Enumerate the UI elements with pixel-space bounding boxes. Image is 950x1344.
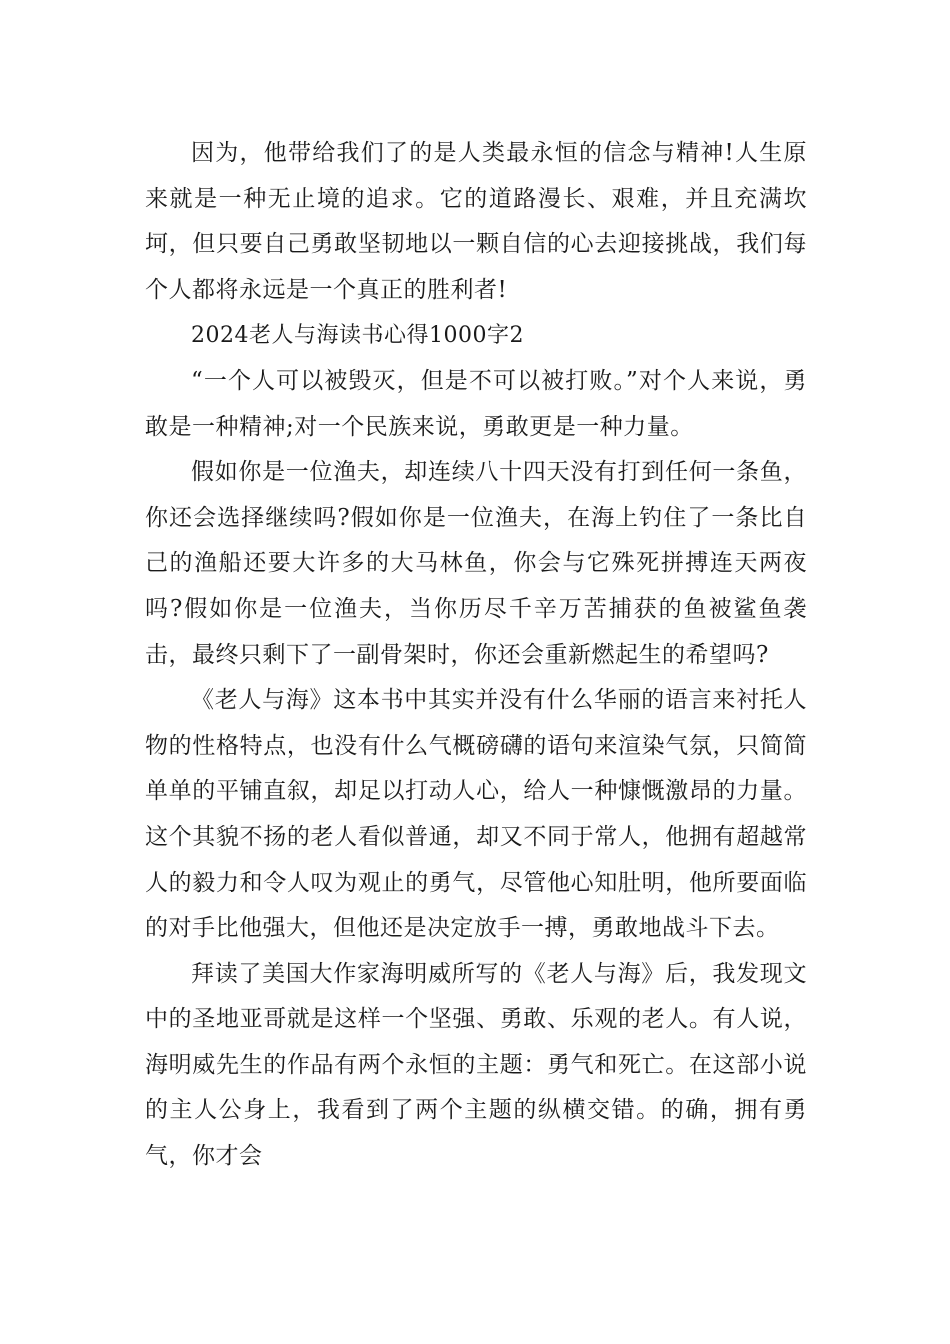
paragraph-fisherman: 假如你是一位渔夫，却连续八十四天没有打到任何一条鱼，你还会选择继续吗?假如你是一位渔夫，在海上钓住了一条比自己的渔船还要大许多的大马林鱼，你会与它殊死拼搏连天两夜吗?假如你是一位渔夫，当你历尽千辛万苦捕获的鱼被鲨鱼袭击，最终只剩下了一副骨架时，你还会重新燃起生的希望吗? xyxy=(145,459,807,668)
paragraph-quote: “一个人可以被毁灭，但是不可以被打败。”对个人来说，勇敢是一种精神;对一个民族来说，勇敢更是一种力量。 xyxy=(145,367,807,440)
section-heading: 2024老人与海读书心得1000字2 xyxy=(191,323,524,349)
paragraph-book-review: 《老人与海》这本书中其实并没有什么华丽的语言来衬托人物的性格特点，也没有什么气概磅礴的语句来渲染气氛，只简简单单的平铺直叙，却足以打动人心，给人一种慷慨激昂的力量。这个其貌不扬的老人看似普通，却又不同于常人，他拥有超越常人的毅力和令人叹为观止的勇气，尽管他心知肚明，他所要面临的对手比他强大，但他还是决定放手一搏，勇敢地战斗下去。 xyxy=(145,687,807,942)
paragraph-1: 因为，他带给我们了的是人类最永恒的信念与精神!人生原来就是一种无止境的追求。它的道路漫长、艰难，并且充满坎坷，但只要自己勇敢坚韧地以一颗自信的心去迎接挑战，我们每个人都将永远是一个真正的胜利者! xyxy=(145,140,807,303)
paragraph-hemingway: 拜读了美国大作家海明威所写的《老人与海》后，我发现文中的圣地亚哥就是这样一个坚强、勇敢、乐观的老人。有人说，海明威先生的作品有两个永恒的主题：勇气和死亡。在这部小说的主人公身上，我看到了两个主题的纵横交错。的确，拥有勇气，你才会 xyxy=(145,960,807,1170)
document-body xyxy=(145,131,807,1180)
